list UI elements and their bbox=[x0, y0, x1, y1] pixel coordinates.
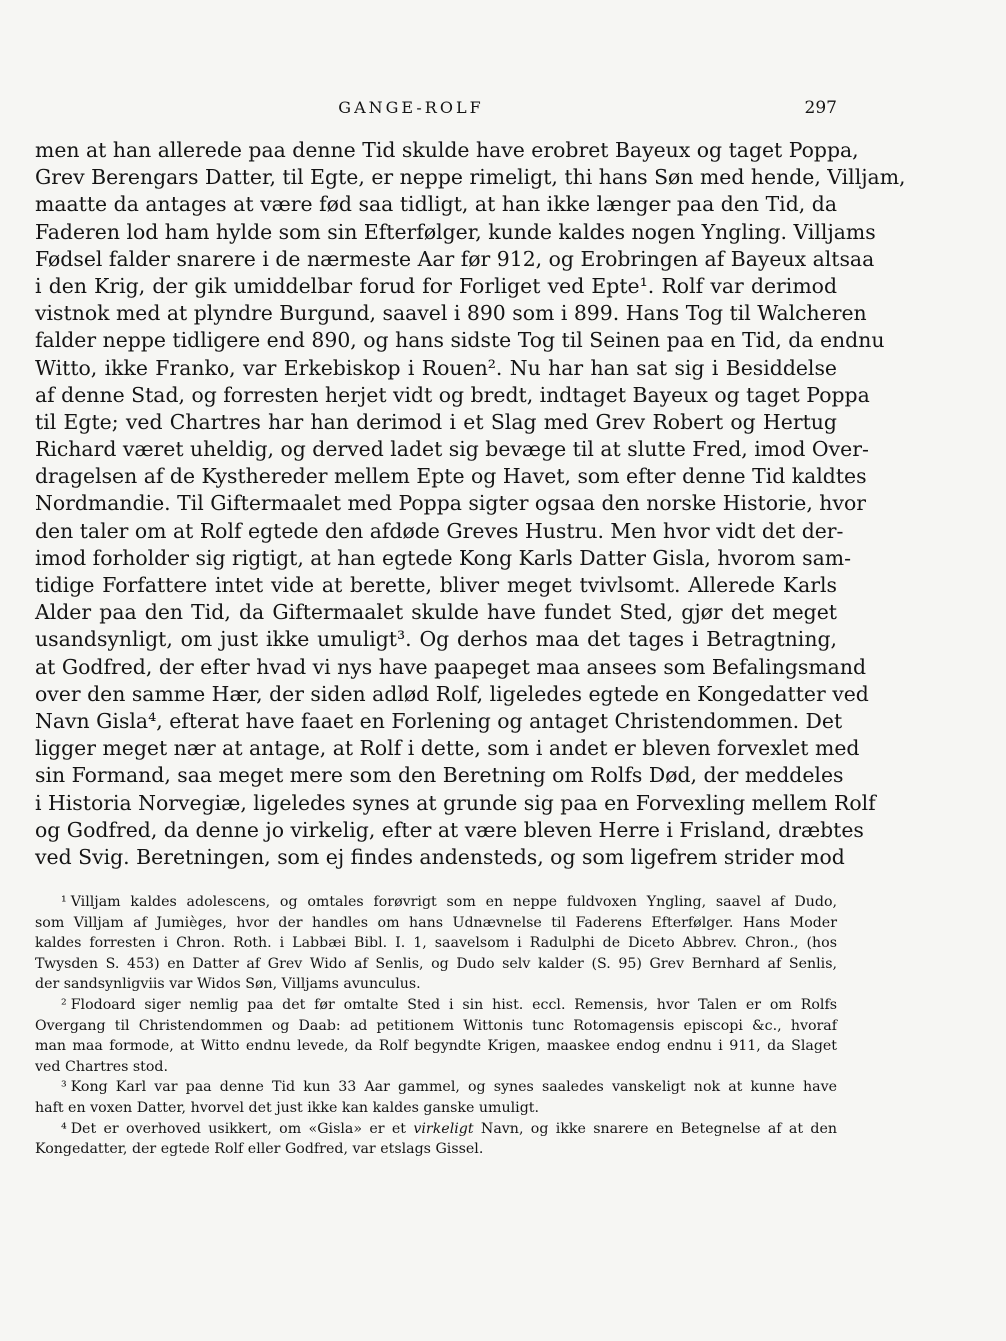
footnote-text: Kong Karl var paa denne Tid kun 33 Aar gammel, og synes saaledes vanskeligt nok at kunne have bbox=[70, 1079, 837, 1096]
footnote-line bbox=[35, 995, 837, 1016]
footnote-4 bbox=[35, 1119, 837, 1160]
text-line: dragelsen af de Kysthereder mellem Epte og Havet, som efter denne Tid kaldtes bbox=[35, 464, 867, 489]
text-line: i Historia Norvegiæ, ligeledes synes at grunde sig paa en Forvexling mellem Rolf bbox=[35, 790, 876, 815]
text-line: over den samme Hær, der siden adlød Rolf, ligeledes egtede en Kongedatter ved bbox=[35, 681, 869, 706]
footnote-line: Twysden S. 453) en Datter af Grev Wido af Senlis, og Dudo selv kalder (S. 95) Grev Bernhard af Senlis, bbox=[35, 955, 837, 972]
text-line: falder neppe tidligere end 890, og hans sidste Tog til Seinen paa en Tid, da endnu bbox=[35, 328, 885, 353]
footnote-mark: ¹ bbox=[61, 894, 67, 910]
text-line: vistnok med at plyndre Burgund, saavel i 890 som i 899. Hans Tog til Walcheren bbox=[35, 301, 867, 326]
footnote-line: der sandsynligviis var Widos Søn, Villjams avunculus. bbox=[35, 976, 421, 993]
footnote-emphasis: virkeligt bbox=[413, 1120, 474, 1137]
page-number: 297 bbox=[804, 98, 837, 118]
text-line: og Godfred, da denne jo virkelig, efter at være bleven Herre i Frisland, dræbtes bbox=[35, 817, 864, 842]
footnote-line: ved Chartres stod. bbox=[35, 1058, 169, 1075]
footnote-1 bbox=[35, 892, 837, 995]
footnote-line bbox=[35, 1077, 837, 1098]
text-line: Grev Berengars Datter, til Egte, er neppe rimeligt, thi hans Søn med hende, Villjam, bbox=[35, 165, 906, 190]
text-line: Witto, ikke Franko, var Erkebiskop i Rouen². Nu har han sat sig i Besiddelse bbox=[35, 355, 837, 380]
text-line: ligger meget nær at antage, at Rolf i dette, som i andet er bleven forvexlet med bbox=[35, 736, 860, 761]
text-line: den taler om at Rolf egtede den afdøde Greves Hustru. Men hvor vidt det der- bbox=[35, 518, 844, 543]
footnote-text: Det er overhoved usikkert, om «Gisla» er et bbox=[70, 1120, 407, 1137]
text-line: Faderen lod ham hylde som sin Efterfølger, kunde kaldes nogen Yngling. Villjams bbox=[35, 219, 876, 244]
footnote-mark: ⁴ bbox=[61, 1120, 67, 1137]
text-line: imod forholder sig rigtigt, at han egtede Kong Karls Datter Gisla, hvorom sam- bbox=[35, 545, 851, 570]
footnote-line: som Villjam af Jumièges, hvor der handles om hans Udnævnelse til Faderens Efterfølger. Hans Moder bbox=[35, 914, 837, 931]
text-line: Nordmandie. Til Giftermaalet med Poppa sigter ogsaa den norske Historie, hvor bbox=[35, 491, 866, 516]
footnotes bbox=[35, 892, 837, 1160]
footnote-line bbox=[35, 1119, 837, 1140]
text-line: i den Krig, der gik umiddelbar forud for Forliget ved Epte¹. Rolf var derimod bbox=[35, 273, 837, 298]
footnote-line: kaldes forresten i Chron. Roth. i Labbæi Bibl. I. 1, saavelsom i Radulphi de Diceto Abbrev. Chron., (hos bbox=[35, 935, 837, 952]
text-line: af denne Stad, og forresten herjet vidt og bredt, indtaget Bayeux og taget Poppa bbox=[35, 382, 870, 407]
footnote-line bbox=[35, 892, 837, 913]
footnote-text: Villjam kaldes adolescens, og omtales forøvrigt som en neppe fuldvoxen Yngling, saavel af Dudo, bbox=[70, 894, 837, 910]
footnote-line: man maa formode, at Witto endnu levede, da Rolf begyndte Krigen, maaskee endog endnu i 911, da Slaget bbox=[35, 1038, 837, 1055]
footnote-line: haft en voxen Datter, hvorvel det just ikke kan kaldes ganske umuligt. bbox=[35, 1099, 539, 1116]
footnote-mark: ³ bbox=[61, 1079, 67, 1096]
text-line: Fødsel falder snarere i de nærmeste Aar før 912, og Erobringen af Bayeux altsaa bbox=[35, 246, 875, 271]
footnote-line: Overgang til Christendommen og Daab: ad petitionem Wittonis tunc Rotomagensis episcopi &c., hvoraf bbox=[35, 1017, 837, 1034]
footnote-text: Navn, og ikke snarere en Betegnelse af at den bbox=[480, 1120, 837, 1137]
running-title: GANGE-ROLF bbox=[338, 98, 484, 117]
footnote-line: Kongedatter, der egtede Rolf eller Godfred, var etslags Gissel. bbox=[35, 1141, 484, 1158]
text-line: ved Svig. Beretningen, som ej findes andensteds, og som ligefrem strider mod bbox=[35, 844, 845, 869]
footnote-3 bbox=[35, 1077, 837, 1118]
footnote-mark: ² bbox=[61, 996, 67, 1013]
text-line: sin Formand, saa meget mere som den Beretning om Rolfs Død, der meddeles bbox=[35, 763, 844, 788]
footnote-text: Flodoard siger nemlig paa det før omtalte Sted i sin hist. eccl. Remensis, hvor Talen er om Rolfs bbox=[70, 996, 837, 1013]
text-line: men at han allerede paa denne Tid skulde have erobret Bayeux og taget Poppa, bbox=[35, 138, 859, 162]
text-line: usandsynligt, om just ikke umuligt³. Og derhos maa det tages i Betragtning, bbox=[35, 627, 837, 652]
text-line: maatte da antages at være fød saa tidligt, at han ikke længer paa den Tid, da bbox=[35, 192, 837, 217]
text-line: Navn Gisla⁴, efterat have faaet en Forlening og antaget Christendommen. Det bbox=[35, 708, 843, 733]
text-line: tidige Forfattere intet vide at berette, bliver meget tvivlsomt. Allerede Karls bbox=[35, 573, 837, 597]
text-line: til Egte; ved Chartres har han derimod i et Slag med Grev Robert og Hertug bbox=[35, 409, 837, 434]
main-text bbox=[35, 137, 906, 871]
footnote-2 bbox=[35, 995, 837, 1077]
text-line: Alder paa den Tid, da Giftermaalet skulde have fundet Sted, gjør det meget bbox=[35, 600, 837, 625]
page-header bbox=[35, 98, 837, 124]
text-line: at Godfred, der efter hvad vi nys have paapeget maa ansees som Befalingsmand bbox=[35, 654, 867, 679]
text-line: Richard været uheldig, og derved ladet sig bevæge til at slutte Fred, imod Over- bbox=[35, 437, 869, 462]
